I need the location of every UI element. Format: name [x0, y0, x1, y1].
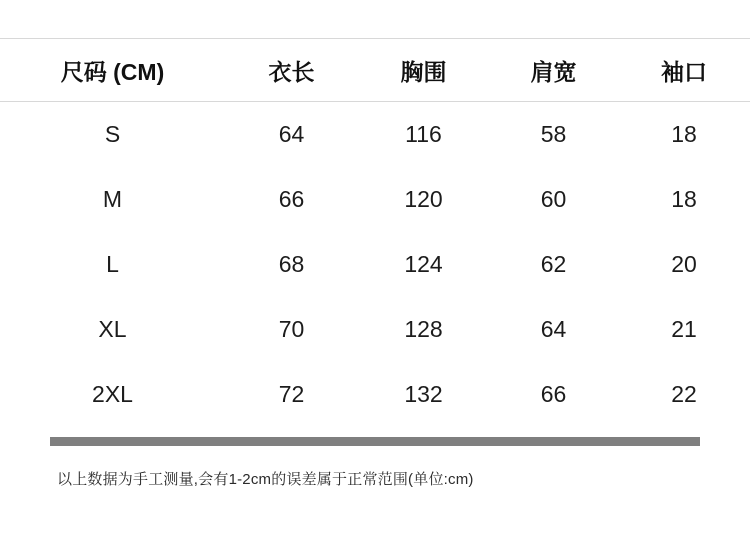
- cell-length: 70: [278, 316, 305, 342]
- cell-bust: 120: [404, 186, 443, 212]
- cell-length: 72: [278, 381, 305, 407]
- measurement-note: 以上数据为手工测量,会有1-2cm的误差属于正常范围(单位:cm): [57, 471, 474, 488]
- table-row: [0, 297, 750, 362]
- table-body: [0, 102, 750, 428]
- table-header: [0, 39, 750, 102]
- divider-bar: [50, 437, 700, 446]
- table-row: [0, 102, 750, 168]
- cell-cuff: 22: [671, 381, 697, 407]
- cell-cuff: 18: [671, 121, 697, 147]
- cell-shoulder: 62: [540, 251, 567, 277]
- cell-cuff: 20: [671, 251, 697, 277]
- cell-shoulder: 64: [540, 316, 567, 342]
- cell-cuff: 21: [671, 316, 697, 342]
- cell-size: 2XL: [92, 381, 133, 407]
- column-header-bust: 胸围: [358, 39, 489, 102]
- cell-size: S: [104, 121, 121, 147]
- cell-length: 64: [278, 121, 305, 147]
- cell-shoulder: 58: [540, 121, 567, 147]
- cell-size: XL: [98, 316, 127, 342]
- size-chart-table: [0, 38, 750, 427]
- column-header-shoulder: 肩宽: [489, 39, 618, 102]
- cell-bust: 116: [405, 121, 442, 147]
- cell-length: 66: [278, 186, 305, 212]
- table-row: [0, 232, 750, 297]
- column-header-length: 衣长: [225, 39, 358, 102]
- cell-shoulder: 66: [540, 381, 567, 407]
- table-row: [0, 362, 750, 427]
- column-header-size: 尺码 (CM): [0, 39, 225, 102]
- cell-size: M: [102, 186, 123, 212]
- cell-cuff: 18: [671, 186, 697, 212]
- column-header-cuff: 袖口: [618, 39, 750, 102]
- table-header-row: [0, 39, 750, 102]
- cell-shoulder: 60: [540, 186, 567, 212]
- cell-bust: 132: [404, 381, 443, 407]
- table-row: [0, 167, 750, 232]
- cell-size: L: [106, 251, 119, 277]
- cell-bust: 124: [404, 251, 443, 277]
- cell-length: 68: [278, 251, 305, 277]
- cell-bust: 128: [404, 316, 443, 342]
